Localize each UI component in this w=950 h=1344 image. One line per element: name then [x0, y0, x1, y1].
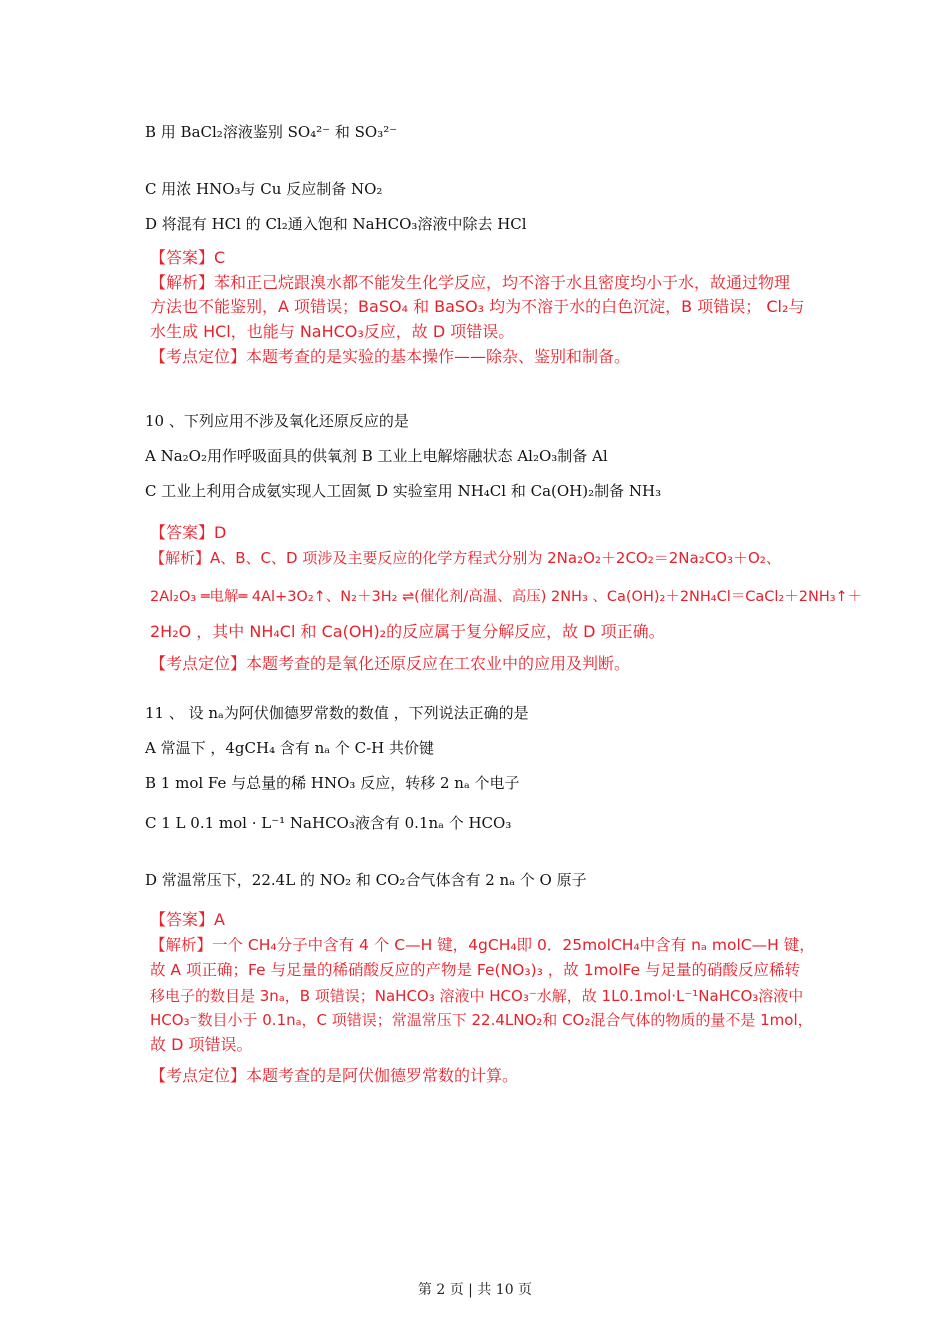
- q9-option-c: C 用浓 HNO₃与 Cu 反应制备 NO₂: [145, 180, 383, 198]
- q11-analysis-line: HCO₃⁻数目小于 0.1nₐ，C 项错误；常温常压下 22.4LNO₂和 CO₂混合气体的物质的量不是 1mol，: [150, 1011, 813, 1029]
- q10-answer: 【答案】D: [150, 523, 227, 542]
- q9-analysis-line: 【解析】苯和正己烷跟溴水都不能发生化学反应，均不溶于水且密度均小于水，故通过物理: [150, 273, 791, 292]
- q11-option-c: C 1 L 0.1 mol · L⁻¹ NaHCO₃液含有 0.1nₐ 个 HCO₃: [145, 814, 512, 832]
- q11-analysis-line: 【解析】一个 CH₄分子中含有 4 个 C—H 键，4gCH₄即 0．25molCH₄中含有 nₐ molC—H 键，: [150, 936, 815, 954]
- q11-option-d: D 常温常压下，22.4L 的 NO₂ 和 CO₂合气体含有 2 nₐ 个 O 原子: [145, 871, 587, 889]
- q10-options-cd: C 工业上利用合成氨实现人工固氮 D 实验室用 NH₄Cl 和 Ca(OH)₂制备 NH₃: [145, 482, 662, 500]
- q10-point: 【考点定位】本题考查的是氧化还原反应在工农业中的应用及判断。: [150, 654, 631, 673]
- q9-answer: 【答案】C: [150, 248, 226, 267]
- q11-analysis-line: 移电子的数目是 3nₐ，B 项错误；NaHCO₃ 溶液中 HCO₃⁻水解，故 1L0.1mol·L⁻¹NaHCO₃溶液中: [150, 987, 804, 1005]
- q9-option-b: B 用 BaCl₂溶液鉴别 SO₄²⁻ 和 SO₃²⁻: [145, 123, 398, 141]
- q11-option-a: A 常温下 ，4gCH₄ 含有 nₐ 个 C-H 共价键: [145, 739, 435, 757]
- page-footer: 第 2 页 | 共 10 页: [417, 1282, 533, 1298]
- q11-option-b: B 1 mol Fe 与总量的稀 HNO₃ 反应，转移 2 nₐ 个电子: [145, 774, 520, 792]
- q9-analysis-line: 水生成 HCl，也能与 NaHCO₃反应，故 D 项错误。: [150, 322, 515, 341]
- q10-stem: 10 、下列应用不涉及氧化还原反应的是: [145, 412, 409, 430]
- q11-stem: 11 、 设 nₐ为阿伏伽德罗常数的数值 ，下列说法正确的是: [145, 704, 529, 722]
- q11-answer: 【答案】A: [150, 910, 225, 929]
- q10-analysis-line: 【解析】A、B、C、D 项涉及主要反应的化学方程式分别为 2Na₂O₂＋2CO₂＝2Na₂CO₃＋O₂、: [150, 549, 781, 567]
- q9-option-d: D 将混有 HCl 的 Cl₂通入饱和 NaHCO₃溶液中除去 HCl: [145, 215, 527, 233]
- q11-analysis-line: 故 D 项错误。: [150, 1035, 253, 1054]
- q10-analysis-line: 2H₂O ，其中 NH₄Cl 和 Ca(OH)₂的反应属于复分解反应，故 D 项正确。: [150, 622, 665, 641]
- q11-point: 【考点定位】本题考查的是阿伏伽德罗常数的计算。: [150, 1066, 519, 1085]
- q9-analysis-line: 方法也不能鉴别，A 项错误；BaSO₄ 和 BaSO₃ 均为不溶于水的白色沉淀，B 项错误； Cl₂与: [150, 297, 805, 316]
- q11-analysis-line: 故 A 项正确；Fe 与足量的稀硝酸反应的产物是 Fe(NO₃)₃ ，故 1molFe 与足量的硝酸反应稀转: [150, 961, 800, 979]
- q9-point: 【考点定位】本题考查的是实验的基本操作——除杂、鉴别和制备。: [150, 347, 631, 366]
- q10-analysis-line: 2Al₂O₃ ═电解═ 4Al+3O₂↑、N₂＋3H₂ ⇌(催化剂/高温、高压) 2NH₃ 、Ca(OH)₂＋2NH₄Cl＝CaCl₂＋2NH₃↑＋: [150, 589, 863, 605]
- q10-options-ab: A Na₂O₂用作呼吸面具的供氧剂 B 工业上电解熔融状态 Al₂O₃制备 Al: [145, 447, 608, 465]
